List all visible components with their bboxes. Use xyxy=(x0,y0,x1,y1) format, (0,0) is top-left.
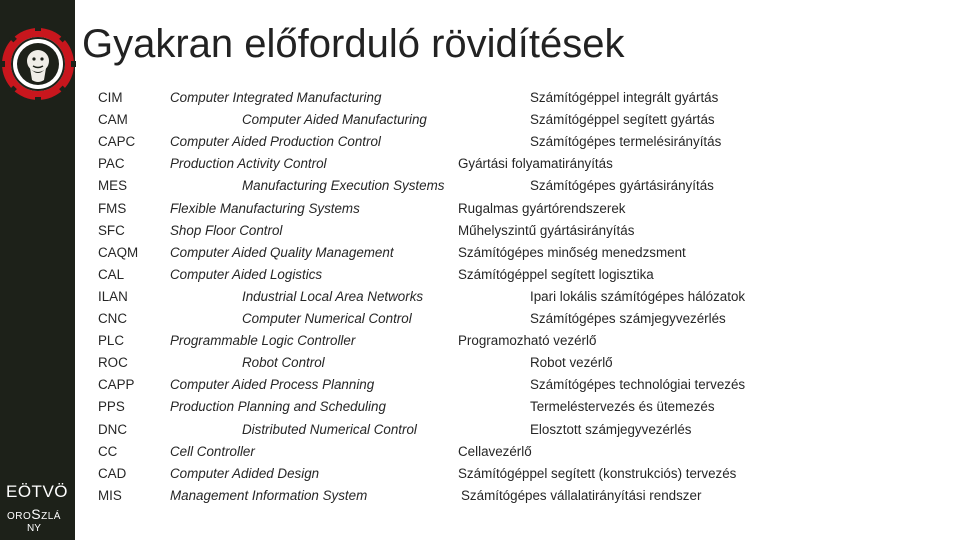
english-term-cell: Computer Integrated Manufacturing xyxy=(170,90,382,105)
hungarian-term-cell: Ipari lokális számítógépes hálózatok xyxy=(530,288,746,304)
hungarian-term-cell: Számítógépes termelésirányítás xyxy=(530,134,722,150)
abbreviation-cell: FMS xyxy=(98,200,127,216)
footer-brand xyxy=(0,480,75,540)
hungarian-term-cell: Számítógéppel segített gyártás xyxy=(530,112,715,128)
abbreviation-cell: PPS xyxy=(98,399,125,415)
english-term-cell: Computer Aided Process Planning xyxy=(170,377,375,393)
hungarian-term-cell: Számítógépes vállalatirányítási rendszer xyxy=(461,487,702,503)
abbreviation-cell: CNC xyxy=(98,311,128,326)
english-term-cell: Computer Aided Logistics xyxy=(170,266,323,282)
hungarian-term-cell: Számítógéppel segített (konstrukciós) tervezés xyxy=(458,465,737,481)
abbreviation-cell: CAQM xyxy=(98,244,139,260)
abbreviation-cell: MIS xyxy=(98,487,122,503)
brand-line-1: EÖTVÖ xyxy=(6,482,69,501)
english-term-cell: Management Information System xyxy=(170,487,368,503)
english-term-cell: Computer Aided Quality Management xyxy=(170,244,394,260)
university-seal-logo xyxy=(0,26,76,102)
english-term-cell: Manufacturing Execution Systems xyxy=(242,178,445,194)
abbreviation-cell: CC xyxy=(98,443,118,459)
hungarian-term-cell: Számítógéppel segített logisztika xyxy=(458,266,654,282)
english-term-cell: Industrial Local Area Networks xyxy=(242,288,424,304)
abbreviation-cell: PAC xyxy=(98,156,125,172)
english-term-cell: Computer Aided Manufacturing xyxy=(242,112,427,128)
abbreviation-cell: CAPC xyxy=(98,134,136,150)
hungarian-term-cell: Cellavezérlő xyxy=(458,443,532,459)
page-title: Gyakran előforduló rövidítések xyxy=(82,22,625,66)
hungarian-term-cell: Robot vezérlő xyxy=(530,355,613,371)
english-term-cell: Programmable Logic Controller xyxy=(170,333,356,349)
abbreviation-cell: MES xyxy=(98,178,128,194)
abbreviation-cell: SFC xyxy=(98,222,125,238)
english-term-cell: Computer Numerical Control xyxy=(242,311,412,326)
abbreviation-cell: CAPP xyxy=(98,377,135,393)
hungarian-term-cell: Számítógépes számjegyvezérlés xyxy=(530,311,726,326)
english-term-cell: Computer Adided Design xyxy=(170,465,320,481)
abbreviation-cell: ILAN xyxy=(98,288,128,304)
hungarian-term-cell: Gyártási folyamatirányítás xyxy=(458,156,613,172)
brand-line-2: OROSZLÁ xyxy=(7,506,61,522)
english-term-cell: Computer Aided Production Control xyxy=(170,134,381,150)
hungarian-term-cell: Programozható vezérlő xyxy=(458,333,597,349)
hungarian-term-cell: Számítógépes gyártásirányítás xyxy=(530,178,714,194)
abbreviation-cell: DNC xyxy=(98,421,128,437)
abbreviation-cell: CIM xyxy=(98,90,123,105)
english-term-cell: Production Activity Control xyxy=(170,156,327,172)
hungarian-term-cell: Számítógépes technológiai tervezés xyxy=(530,377,746,393)
hungarian-term-cell: Elosztott számjegyvezérlés xyxy=(530,421,692,437)
english-term-cell: Flexible Manufacturing Systems xyxy=(170,200,360,216)
english-term-cell: Robot Control xyxy=(242,355,325,371)
abbreviation-cell: PLC xyxy=(98,333,125,349)
abbreviation-cell: CAL xyxy=(98,266,125,282)
english-term-cell: Cell Controller xyxy=(170,443,255,459)
hungarian-term-cell: Rugalmas gyártórendszerek xyxy=(458,200,626,216)
hungarian-term-cell: Műhelyszintű gyártásirányítás xyxy=(458,222,635,238)
hungarian-term-cell: Számítógéppel integrált gyártás xyxy=(530,90,719,105)
hungarian-term-cell: Számítógépes minőség menedzsment xyxy=(458,244,686,260)
abbreviation-cell: ROC xyxy=(98,355,128,371)
hungarian-term-cell: Termeléstervezés és ütemezés xyxy=(530,399,715,415)
english-term-cell: Production Planning and Scheduling xyxy=(170,399,386,415)
english-term-cell: Shop Floor Control xyxy=(170,222,283,238)
abbreviation-cell: CAD xyxy=(98,465,127,481)
brand-line-3: NY xyxy=(27,523,41,534)
abbreviation-cell: CAM xyxy=(98,112,128,128)
english-term-cell: Distributed Numerical Control xyxy=(242,421,417,437)
